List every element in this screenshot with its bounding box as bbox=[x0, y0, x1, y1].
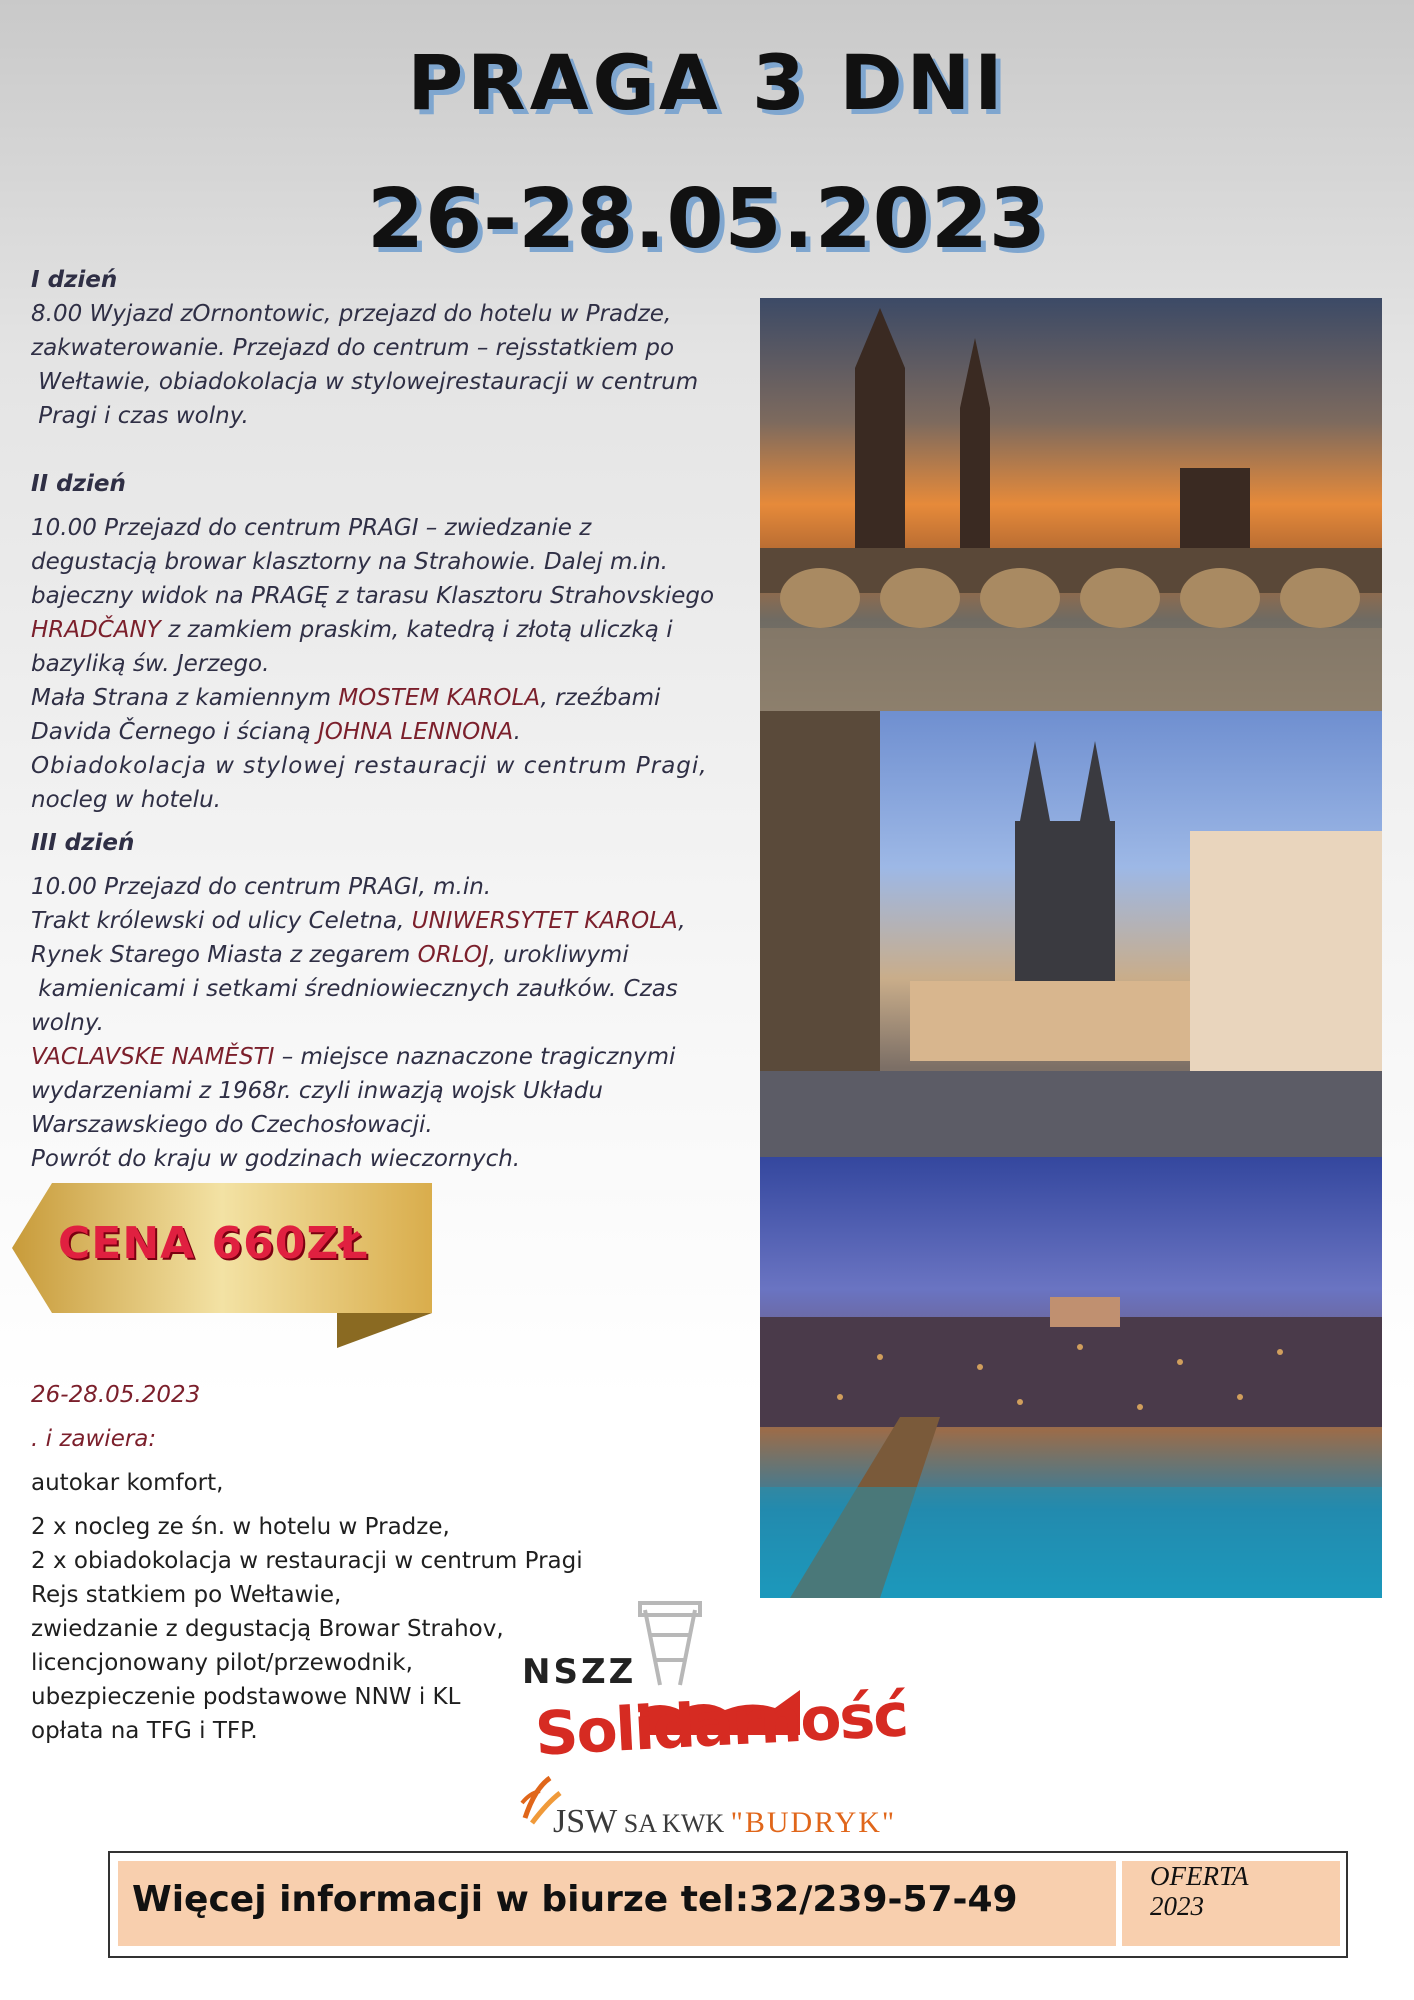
day3-line: 10.00 Przejazd do centrum PRAGI, m.in. bbox=[31, 874, 492, 900]
day2-label: II dzień bbox=[31, 471, 126, 497]
day3-line: kamienicami i setkami średniowiecznych zaułków. Czas bbox=[31, 976, 678, 1002]
include-item: Rejs statkiem po Wełtawie, bbox=[31, 1582, 342, 1608]
include-item: ubezpieczenie podstawowe NNW i KL bbox=[31, 1684, 461, 1710]
day2-section bbox=[31, 467, 731, 817]
vaclavske-highlight: VACLAVSKE NAMĚSTI bbox=[31, 1044, 275, 1070]
text-span: z zamkiem praskim, katedrą i złotą uliczką i bbox=[160, 617, 673, 643]
text-span: , urokliwymi bbox=[488, 942, 629, 968]
orloj-highlight: ORLOJ bbox=[417, 942, 489, 968]
include-item: licencjonowany pilot/przewodnik, bbox=[31, 1650, 413, 1676]
text-span: , bbox=[678, 908, 686, 934]
day3-line bbox=[31, 904, 731, 938]
text-span: . bbox=[513, 719, 521, 745]
text-span: Davida Černego i ścianą bbox=[31, 719, 318, 745]
most-karola-highlight: MOSTEM KAROLA bbox=[338, 685, 541, 711]
offer-label: OFERTA bbox=[1150, 1861, 1249, 1891]
title-line-1: PRAGA 3 DNI bbox=[407, 38, 1007, 127]
include-item: autokar komfort, bbox=[31, 1470, 224, 1496]
day2-line bbox=[31, 613, 731, 647]
day3-line: Warszawskiego do Czechosłowacji. bbox=[31, 1112, 433, 1138]
includes-intro: . i zawiera: bbox=[31, 1426, 157, 1452]
prague-castle-night-photo bbox=[760, 1157, 1382, 1598]
day2-line: Obiadokolacja w stylowej restauracji w centrum Pragi, bbox=[31, 753, 708, 779]
day2-line: bazyliką św. Jerzego. bbox=[31, 651, 270, 677]
day1-line: 8.00 Wyjazd zOrnontowic, przejazd do hotelu w Pradze, bbox=[31, 301, 672, 327]
day1-line: zakwaterowanie. Przejazd do centrum – rejsstatkiem po bbox=[31, 335, 675, 361]
day2-line: nocleg w hotelu. bbox=[31, 787, 221, 813]
hradcany-highlight: HRADČANY bbox=[31, 617, 161, 643]
text-span: Mała Strana z kamiennym bbox=[31, 685, 339, 711]
text-span: Trakt królewski od ulicy Celetna, bbox=[31, 908, 412, 934]
day3-line bbox=[31, 1040, 731, 1074]
old-town-square-photo bbox=[760, 711, 1382, 1157]
solidarnosc-logo: Solidarność bbox=[533, 1680, 909, 1770]
jsw-logo-text bbox=[553, 1803, 896, 1841]
uniwersytet-highlight: UNIWERSYTET KAROLA bbox=[411, 908, 679, 934]
charles-bridge-photo bbox=[760, 298, 1382, 711]
footer-offer-cell bbox=[1122, 1861, 1340, 1946]
day3-line: Powrót do kraju w godzinach wieczornych. bbox=[31, 1146, 521, 1172]
price-label: CENA 660ZŁ bbox=[58, 1218, 369, 1269]
day3-line: wolny. bbox=[31, 1010, 104, 1036]
contact-info: Więcej informacji w biurze tel:32/239-57-49 bbox=[132, 1879, 1018, 1920]
day3-section bbox=[31, 826, 731, 1176]
include-item: opłata na TFG i TFP. bbox=[31, 1718, 258, 1744]
day3-line bbox=[31, 938, 731, 972]
text-span: – miejsce naznaczone tragicznymi bbox=[274, 1044, 676, 1070]
jsw-label: JSW bbox=[553, 1803, 618, 1840]
footer-box bbox=[108, 1851, 1348, 1958]
include-item: 2 x obiadokolacja w restauracji w centrum Pragi bbox=[31, 1548, 583, 1574]
title-line-2: 26-28.05.2023 bbox=[367, 172, 1047, 267]
budryk-label: "BUDRYK" bbox=[730, 1806, 897, 1839]
includes-date: 26-28.05.2023 bbox=[31, 1382, 201, 1408]
lennon-highlight: JOHNA LENNONA bbox=[317, 719, 514, 745]
nszz-label: NSZZ bbox=[522, 1652, 637, 1692]
include-item: 2 x nocleg ze śn. w hotelu w Pradze, bbox=[31, 1514, 450, 1540]
day1-line: Wełtawie, obiadokolacja w stylowejrestauracji w centrum bbox=[31, 369, 699, 395]
include-item: zwiedzanie z degustacją Browar Strahov, bbox=[31, 1616, 504, 1642]
day2-line: degustacją browar klasztorny na Strahowie. Dalej m.in. bbox=[31, 549, 668, 575]
text-span: Rynek Starego Miasta z zegarem bbox=[31, 942, 418, 968]
day2-line: 10.00 Przejazd do centrum PRAGI – zwiedzanie z bbox=[31, 515, 592, 541]
day2-line bbox=[31, 681, 731, 715]
offer-year: 2023 bbox=[1150, 1891, 1204, 1921]
day1-section bbox=[31, 263, 731, 433]
day1-line: Pragi i czas wolny. bbox=[31, 403, 249, 429]
day3-line: wydarzeniami z 1968r. czyli inwazją wojsk Układu bbox=[31, 1078, 603, 1104]
sa-kwk-label: SA KWK bbox=[617, 1809, 731, 1838]
day1-label: I dzień bbox=[31, 267, 118, 293]
day3-label: III dzień bbox=[31, 830, 135, 856]
text-span: , rzeźbami bbox=[540, 685, 661, 711]
footer-info-cell bbox=[118, 1861, 1116, 1946]
day2-line bbox=[31, 715, 731, 749]
day2-line: bajeczny widok na PRAGĘ z tarasu Klasztoru Strahovskiego bbox=[31, 583, 715, 609]
